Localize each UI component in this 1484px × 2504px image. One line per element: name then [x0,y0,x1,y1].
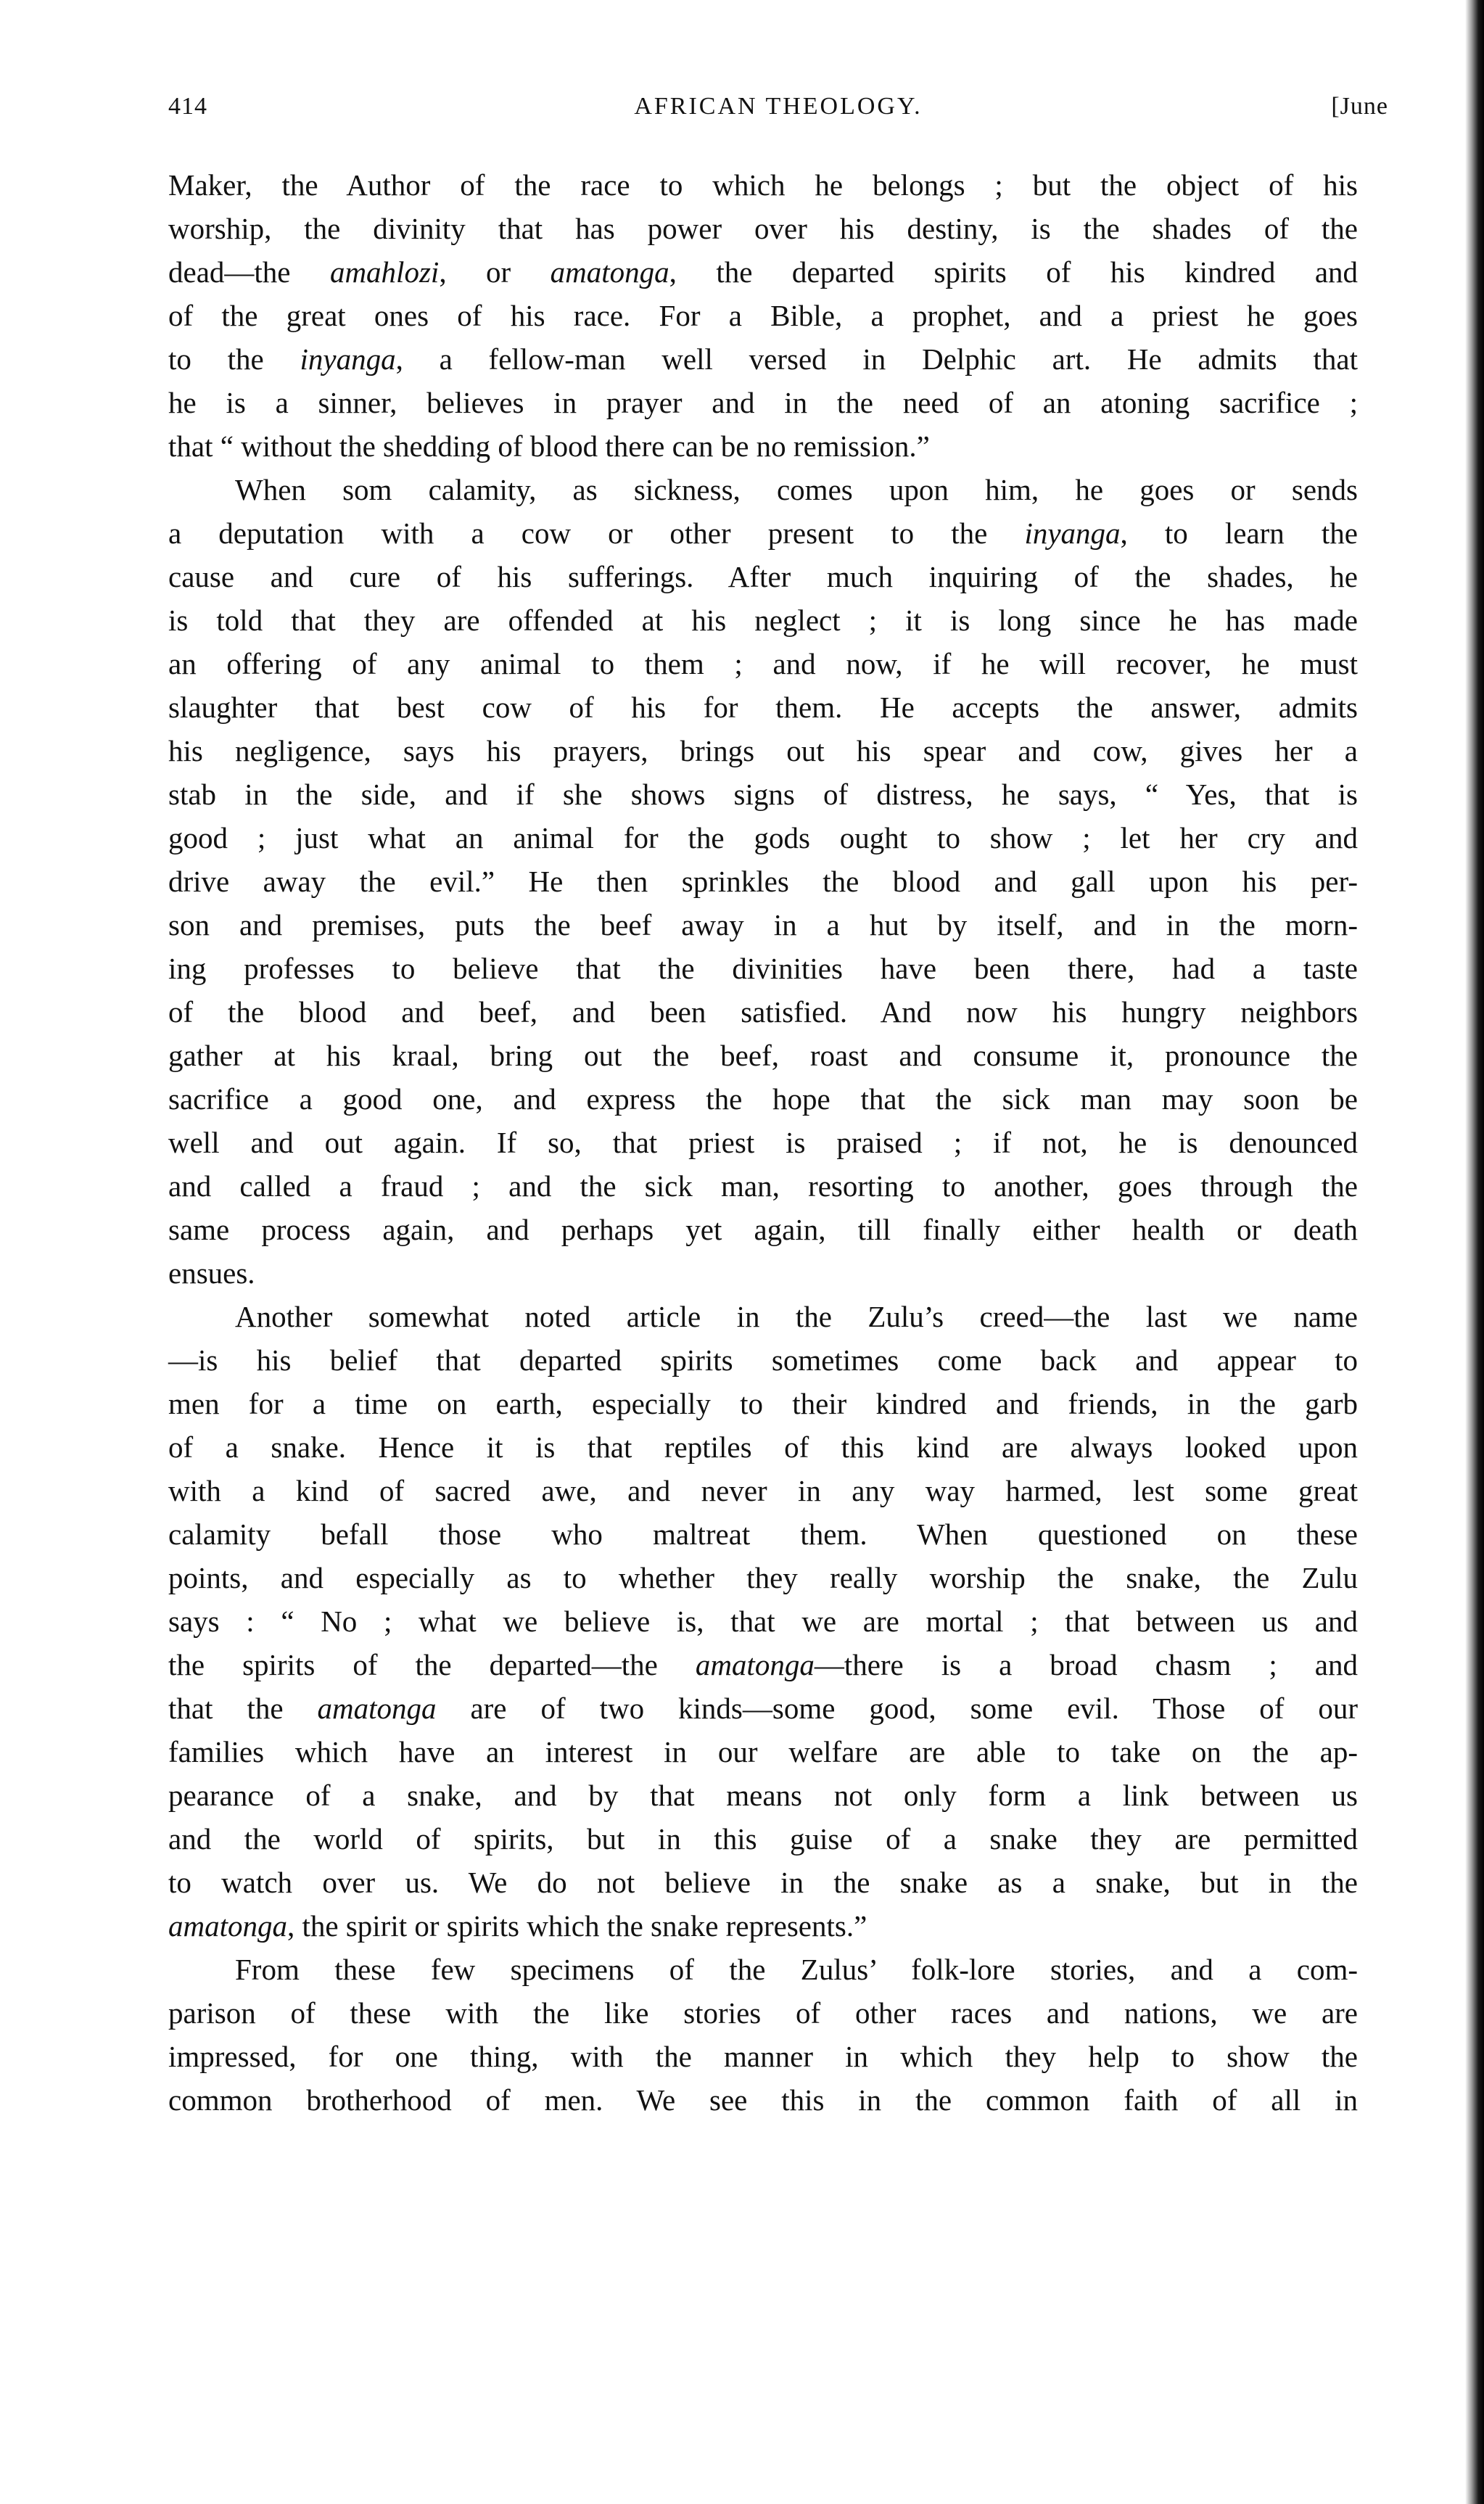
text-line: sacrifice a good one, and express the hope that the sick man may soon be [168,1082,1358,1116]
text-line: impressed, for one thing, with the manner in which they help to show the [168,2040,1358,2073]
text-line: worship, the divinity that has power over his destiny, is the shades of the [168,212,1358,245]
text-line: of the great ones of his race. For a Bible, a prophet, and a priest he goes [168,299,1358,332]
text-line: points, and especially as to whether they really worship the snake, the Zulu [168,1561,1358,1594]
text-line: Maker, the Author of the race to which he belongs ; but the object of his [168,168,1358,202]
text-line: calamity befall those who maltreat them. When questioned on these [168,1517,1358,1551]
paragraph-2 [168,468,1358,1295]
text-line: that “ without the shedding of blood there can be no remission.” [168,429,930,463]
text-line: to watch over us. We do not believe in the snake as a snake, but in the [168,1866,1358,1899]
text-line: parison of these with the like stories of other races and nations, we are [168,1996,1358,2030]
running-title: AFRICAN THEOLOGY. [634,93,923,120]
text-line: drive away the evil.” He then sprinkles the blood and gall upon his per- [168,865,1358,898]
text-line: is told that they are offended at his neglect ; it is long since he has made [168,604,1358,637]
text-line: common brotherhood of men. We see this in the common faith of all in [168,2083,1358,2117]
text-line: cause and cure of his sufferings. After much inquiring of the shades, he [168,560,1358,593]
text-line: that the amatonga are of two kinds—some good, some evil. Those of our [168,1692,1358,1725]
text-line: slaughter that best cow of his for them. He accepts the answer, admits [168,691,1358,724]
text-line: ing professes to believe that the divinities have been there, had a taste [168,952,1358,985]
text-line: and the world of spirits, but in this guise of a snake they are permitted [168,1822,1358,1856]
text-line: good ; just what an animal for the gods ought to show ; let her cry and [168,821,1358,854]
text-line: pearance of a snake, and by that means not only form a link between us [168,1779,1358,1812]
text-line: the spirits of the departed—the amatonga—there is a broad chasm ; and [168,1648,1358,1681]
text-line: amatonga, the spirit or spirits which the snake represents.” [168,1909,867,1943]
text-line: he is a sinner, believes in prayer and in the need of an atoning sacrifice ; [168,386,1358,419]
text-line: —is his belief that departed spirits sometimes come back and appear to [168,1343,1358,1377]
text-line: an offering of any animal to them ; and now, if he will recover, he must [168,647,1358,680]
text-line: and called a fraud ; and the sick man, resorting to another, goes through the [168,1169,1358,1203]
text-line: families which have an interest in our welfare are able to take on the ap- [168,1735,1358,1768]
text-line: to the inyanga, a fellow-man well versed in Delphic art. He admits that [168,342,1358,376]
text-line: same process again, and perhaps yet again, till finally either health or death [168,1213,1358,1246]
text-line: of a snake. Hence it is that reptiles of this kind are always looked upon [168,1430,1358,1464]
text-line: men for a time on earth, especially to their kindred and friends, in the garb [168,1387,1358,1420]
text-line: stab in the side, and if she shows signs of distress, he says, “ Yes, that is [168,778,1358,811]
page-header [168,93,1388,136]
text-line: From these few specimens of the Zulus’ folk-lore stories, and a com- [235,1953,1358,1986]
text-line: says : “ No ; what we believe is, that we are mortal ; that between us and [168,1605,1358,1638]
text-line: of the blood and beef, and been satisfied. And now his hungry neighbors [168,995,1358,1029]
text-line: his negligence, says his prayers, brings out his spear and cow, gives her a [168,734,1358,767]
page-number: 414 [168,93,207,120]
text-line: Another somewhat noted article in the Zulu’s creed—the last we name [235,1300,1358,1333]
text-line: son and premises, puts the beef away in a hut by itself, and in the morn- [168,908,1358,942]
paragraph-4 [168,1948,1358,2122]
running-date: [June [1331,93,1388,120]
text-line: ensues. [168,1256,255,1290]
text-line: dead—the amahlozi, or amatonga, the departed spirits of his kindred and [168,255,1359,289]
page-binding-edge [1465,0,1484,2504]
text-line: with a kind of sacred awe, and never in any way harmed, lest some great [168,1474,1358,1507]
body-text [168,163,1358,2122]
text-line: When som calamity, as sickness, comes upon him, he goes or sends [235,473,1358,506]
text-line: a deputation with a cow or other present to the inyanga, to learn the [168,516,1359,550]
paragraph-1 [168,163,1358,468]
text-line: well and out again. If so, that priest is praised ; if not, he is denounced [168,1126,1358,1159]
text-line: gather at his kraal, bring out the beef, roast and consume it, pronounce the [168,1039,1358,1072]
paragraph-3 [168,1295,1358,1948]
